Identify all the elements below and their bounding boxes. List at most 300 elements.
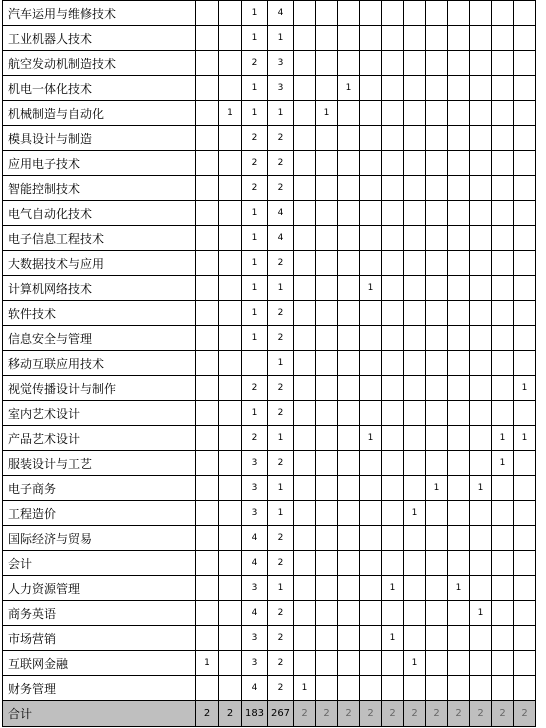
table-cell xyxy=(448,351,470,376)
table-cell xyxy=(196,251,219,276)
table-cell xyxy=(492,276,514,301)
table-cell: 1 xyxy=(404,501,426,526)
table-cell: 1 xyxy=(268,476,294,501)
table-cell xyxy=(294,351,316,376)
table-cell xyxy=(196,176,219,201)
table-cell: 1 xyxy=(268,426,294,451)
table-cell xyxy=(294,526,316,551)
table-cell xyxy=(338,151,360,176)
table-cell xyxy=(294,251,316,276)
table-cell xyxy=(219,476,242,501)
table-cell xyxy=(338,326,360,351)
table-cell: 2 xyxy=(492,701,514,727)
table-cell xyxy=(404,451,426,476)
table-cell xyxy=(514,451,536,476)
table-cell xyxy=(492,326,514,351)
table-cell: 2 xyxy=(470,701,492,727)
table-cell xyxy=(448,151,470,176)
table-cell xyxy=(338,226,360,251)
table-cell: 2 xyxy=(268,526,294,551)
table-cell xyxy=(492,301,514,326)
table-cell xyxy=(338,376,360,401)
table-cell: 1 xyxy=(242,276,268,301)
table-cell xyxy=(360,626,382,651)
table-cell xyxy=(470,26,492,51)
table-cell xyxy=(219,251,242,276)
table-cell xyxy=(219,601,242,626)
table-cell xyxy=(492,251,514,276)
table-cell xyxy=(316,651,338,676)
table-cell xyxy=(426,26,448,51)
table-cell: 3 xyxy=(242,651,268,676)
table-cell xyxy=(426,601,448,626)
table-cell xyxy=(196,501,219,526)
table-row xyxy=(3,176,536,201)
table-cell xyxy=(196,476,219,501)
table-cell xyxy=(448,326,470,351)
table-cell: 2 xyxy=(242,126,268,151)
table-cell xyxy=(426,451,448,476)
table-cell: 1 xyxy=(426,476,448,501)
table-cell xyxy=(360,126,382,151)
row-name: 互联网金融 xyxy=(3,651,196,676)
table-cell: 1 xyxy=(242,101,268,126)
table-cell: 2 xyxy=(268,251,294,276)
table-cell xyxy=(196,76,219,101)
table-cell xyxy=(360,451,382,476)
table-cell xyxy=(360,51,382,76)
table-cell xyxy=(316,76,338,101)
table-cell xyxy=(470,526,492,551)
table-cell xyxy=(294,101,316,126)
table-cell xyxy=(196,326,219,351)
table-cell xyxy=(360,376,382,401)
table-cell xyxy=(338,301,360,326)
table-cell xyxy=(196,51,219,76)
table-cell xyxy=(294,176,316,201)
table-cell: 2 xyxy=(426,701,448,727)
table-cell xyxy=(316,526,338,551)
table-cell xyxy=(470,126,492,151)
table-cell xyxy=(316,576,338,601)
table-cell xyxy=(404,376,426,401)
table-cell xyxy=(338,651,360,676)
row-name: 会计 xyxy=(3,551,196,576)
table-cell xyxy=(382,526,404,551)
table-cell: 2 xyxy=(242,51,268,76)
table-cell xyxy=(404,51,426,76)
table-cell xyxy=(492,526,514,551)
table-cell xyxy=(492,101,514,126)
table-cell xyxy=(514,651,536,676)
table-cell: 4 xyxy=(242,526,268,551)
table-cell: 1 xyxy=(268,276,294,301)
table-cell xyxy=(219,351,242,376)
table-cell xyxy=(404,251,426,276)
table-cell xyxy=(470,551,492,576)
table-cell xyxy=(492,676,514,701)
table-cell xyxy=(470,276,492,301)
row-name: 智能控制技术 xyxy=(3,176,196,201)
table-cell xyxy=(492,26,514,51)
table-cell xyxy=(360,551,382,576)
table-cell xyxy=(404,176,426,201)
table-cell xyxy=(426,526,448,551)
table-cell: 3 xyxy=(268,76,294,101)
row-name: 财务管理 xyxy=(3,676,196,701)
table-cell xyxy=(338,351,360,376)
table-cell xyxy=(338,526,360,551)
table-cell xyxy=(404,676,426,701)
table-cell xyxy=(196,276,219,301)
table-cell xyxy=(404,276,426,301)
table-cell xyxy=(404,226,426,251)
table-cell xyxy=(360,301,382,326)
table-row xyxy=(3,76,536,101)
table-cell xyxy=(316,151,338,176)
table-cell: 2 xyxy=(448,701,470,727)
table-cell xyxy=(514,251,536,276)
table-cell xyxy=(492,401,514,426)
table-cell xyxy=(360,176,382,201)
table-cell xyxy=(426,501,448,526)
row-name: 人力资源管理 xyxy=(3,576,196,601)
table-cell: 1 xyxy=(360,276,382,301)
table-cell: 2 xyxy=(268,376,294,401)
table-row xyxy=(3,251,536,276)
table-cell xyxy=(316,451,338,476)
table-cell xyxy=(338,176,360,201)
table-row xyxy=(3,576,536,601)
table-cell xyxy=(382,601,404,626)
table-cell xyxy=(382,551,404,576)
table-cell: 2 xyxy=(242,151,268,176)
table-cell xyxy=(219,301,242,326)
table-cell xyxy=(294,76,316,101)
table-cell xyxy=(196,526,219,551)
table-row xyxy=(3,601,536,626)
table-cell: 1 xyxy=(242,326,268,351)
row-name: 模具设计与制造 xyxy=(3,126,196,151)
table-cell xyxy=(448,426,470,451)
table-cell xyxy=(426,301,448,326)
table-cell xyxy=(404,601,426,626)
table-cell xyxy=(338,576,360,601)
row-name: 服装设计与工艺 xyxy=(3,451,196,476)
table-cell xyxy=(338,126,360,151)
table-cell: 1 xyxy=(196,651,219,676)
table-cell xyxy=(219,451,242,476)
table-cell xyxy=(514,26,536,51)
table-cell: 3 xyxy=(242,626,268,651)
table-cell xyxy=(404,526,426,551)
table-cell xyxy=(382,1,404,26)
table-cell xyxy=(470,51,492,76)
row-name: 市场营销 xyxy=(3,626,196,651)
table-cell xyxy=(404,326,426,351)
table-cell xyxy=(360,326,382,351)
table-cell xyxy=(294,601,316,626)
table-cell xyxy=(196,451,219,476)
table-cell: 2 xyxy=(268,626,294,651)
table-cell: 267 xyxy=(268,701,294,727)
table-cell xyxy=(514,626,536,651)
table-cell xyxy=(492,351,514,376)
table-cell xyxy=(492,126,514,151)
table-cell xyxy=(338,201,360,226)
table-cell xyxy=(196,126,219,151)
table-cell xyxy=(338,601,360,626)
table-cell xyxy=(448,526,470,551)
table-cell xyxy=(382,301,404,326)
table-cell xyxy=(338,476,360,501)
row-name: 应用电子技术 xyxy=(3,151,196,176)
table-cell: 2 xyxy=(316,701,338,727)
table-cell xyxy=(382,226,404,251)
table-cell xyxy=(316,626,338,651)
table-cell xyxy=(426,676,448,701)
table-cell xyxy=(316,276,338,301)
table-cell xyxy=(316,176,338,201)
data-table xyxy=(2,0,536,727)
table-cell xyxy=(219,1,242,26)
table-cell: 1 xyxy=(219,101,242,126)
table-cell xyxy=(360,101,382,126)
table-cell xyxy=(514,1,536,26)
table-cell xyxy=(514,101,536,126)
table-cell xyxy=(448,301,470,326)
table-cell xyxy=(492,476,514,501)
table-cell xyxy=(338,401,360,426)
table-cell xyxy=(448,101,470,126)
table-cell xyxy=(514,601,536,626)
table-cell xyxy=(219,551,242,576)
table-cell: 1 xyxy=(382,576,404,601)
row-name: 电子商务 xyxy=(3,476,196,501)
table-cell xyxy=(514,276,536,301)
row-name: 软件技术 xyxy=(3,301,196,326)
table-cell: 2 xyxy=(382,701,404,727)
table-row xyxy=(3,301,536,326)
table-cell xyxy=(492,1,514,26)
table-cell xyxy=(404,551,426,576)
table-cell xyxy=(219,326,242,351)
table-cell xyxy=(404,201,426,226)
table-cell xyxy=(338,626,360,651)
table-cell xyxy=(219,651,242,676)
table-cell xyxy=(316,476,338,501)
total-label: 合计 xyxy=(3,701,196,727)
table-cell xyxy=(448,276,470,301)
table-cell: 1 xyxy=(242,201,268,226)
table-cell: 2 xyxy=(268,176,294,201)
table-cell xyxy=(294,401,316,426)
table-cell xyxy=(448,76,470,101)
table-cell xyxy=(470,451,492,476)
table-cell: 1 xyxy=(470,601,492,626)
table-cell xyxy=(492,51,514,76)
table-cell xyxy=(338,501,360,526)
table-cell: 1 xyxy=(382,626,404,651)
table-cell xyxy=(426,151,448,176)
table-cell: 2 xyxy=(268,401,294,426)
table-cell xyxy=(382,76,404,101)
table-cell: 2 xyxy=(268,601,294,626)
table-cell xyxy=(470,326,492,351)
table-cell xyxy=(426,626,448,651)
table-cell xyxy=(219,126,242,151)
table-cell xyxy=(514,151,536,176)
table-cell xyxy=(426,351,448,376)
table-cell xyxy=(470,176,492,201)
table-cell xyxy=(219,376,242,401)
table-cell xyxy=(514,526,536,551)
table-cell xyxy=(360,76,382,101)
row-name: 电气自动化技术 xyxy=(3,201,196,226)
table-row xyxy=(3,401,536,426)
table-cell: 2 xyxy=(268,126,294,151)
table-cell xyxy=(294,451,316,476)
table-cell xyxy=(404,576,426,601)
table-cell xyxy=(382,376,404,401)
table-cell xyxy=(382,251,404,276)
row-name: 工程造价 xyxy=(3,501,196,526)
table-cell xyxy=(196,26,219,51)
table-cell: 1 xyxy=(268,501,294,526)
table-cell xyxy=(294,551,316,576)
table-cell: 1 xyxy=(470,476,492,501)
table-cell xyxy=(316,601,338,626)
table-row xyxy=(3,326,536,351)
table-cell xyxy=(338,676,360,701)
table-cell xyxy=(316,126,338,151)
table-cell xyxy=(448,376,470,401)
table-row xyxy=(3,101,536,126)
table-cell: 1 xyxy=(242,401,268,426)
table-cell xyxy=(316,1,338,26)
table-cell xyxy=(294,301,316,326)
table-cell xyxy=(219,201,242,226)
table-cell: 2 xyxy=(294,701,316,727)
table-cell: 1 xyxy=(242,76,268,101)
table-cell xyxy=(382,151,404,176)
table-cell xyxy=(196,351,219,376)
table-cell xyxy=(196,401,219,426)
table-cell xyxy=(470,226,492,251)
table-cell xyxy=(316,551,338,576)
table-cell: 2 xyxy=(404,701,426,727)
table-cell xyxy=(338,101,360,126)
table-cell xyxy=(316,501,338,526)
table-cell xyxy=(470,501,492,526)
table-cell xyxy=(196,151,219,176)
table-row xyxy=(3,451,536,476)
table-cell: 2 xyxy=(514,701,536,727)
row-name: 机械制造与自动化 xyxy=(3,101,196,126)
table-cell xyxy=(338,276,360,301)
table-cell xyxy=(382,276,404,301)
table-cell: 1 xyxy=(448,576,470,601)
table-cell xyxy=(426,251,448,276)
table-cell: 2 xyxy=(268,651,294,676)
table-cell xyxy=(360,201,382,226)
table-cell xyxy=(514,176,536,201)
table-cell xyxy=(294,626,316,651)
table-cell: 3 xyxy=(242,476,268,501)
table-cell xyxy=(404,401,426,426)
table-cell xyxy=(219,176,242,201)
table-cell: 3 xyxy=(242,451,268,476)
table-cell xyxy=(404,301,426,326)
table-cell xyxy=(514,476,536,501)
table-cell xyxy=(360,226,382,251)
table-cell xyxy=(219,26,242,51)
table-cell xyxy=(219,51,242,76)
table-cell: 4 xyxy=(268,201,294,226)
table-cell: 183 xyxy=(242,701,268,727)
table-cell xyxy=(426,426,448,451)
table-cell xyxy=(492,76,514,101)
table-cell xyxy=(219,526,242,551)
table-cell xyxy=(360,601,382,626)
table-cell xyxy=(426,176,448,201)
table-cell xyxy=(382,201,404,226)
table-cell xyxy=(294,426,316,451)
table-cell: 3 xyxy=(242,501,268,526)
table-cell: 2 xyxy=(360,701,382,727)
table-cell xyxy=(338,426,360,451)
table-row xyxy=(3,226,536,251)
table-cell xyxy=(448,51,470,76)
table-cell xyxy=(470,1,492,26)
table-cell xyxy=(219,76,242,101)
table-cell xyxy=(316,676,338,701)
table-cell xyxy=(426,376,448,401)
table-cell xyxy=(294,476,316,501)
table-cell xyxy=(382,501,404,526)
table-cell xyxy=(382,451,404,476)
table-cell xyxy=(219,676,242,701)
table-cell xyxy=(514,76,536,101)
table-cell xyxy=(382,176,404,201)
table-cell xyxy=(196,1,219,26)
table-cell xyxy=(492,501,514,526)
table-row xyxy=(3,526,536,551)
table-cell xyxy=(492,551,514,576)
table-cell xyxy=(426,201,448,226)
table-cell xyxy=(448,251,470,276)
table-cell xyxy=(196,101,219,126)
table-cell: 3 xyxy=(242,576,268,601)
table-cell xyxy=(360,651,382,676)
table-cell xyxy=(294,326,316,351)
table-cell xyxy=(514,551,536,576)
table-cell xyxy=(404,26,426,51)
table-cell xyxy=(316,376,338,401)
row-name: 信息安全与管理 xyxy=(3,326,196,351)
table-cell xyxy=(448,26,470,51)
table-cell xyxy=(360,476,382,501)
table-cell xyxy=(382,651,404,676)
table-cell xyxy=(470,301,492,326)
table-cell xyxy=(338,51,360,76)
table-body xyxy=(3,1,536,727)
table-cell: 2 xyxy=(242,176,268,201)
table-cell xyxy=(448,126,470,151)
table-cell xyxy=(196,301,219,326)
table-cell xyxy=(360,1,382,26)
table-cell xyxy=(196,376,219,401)
